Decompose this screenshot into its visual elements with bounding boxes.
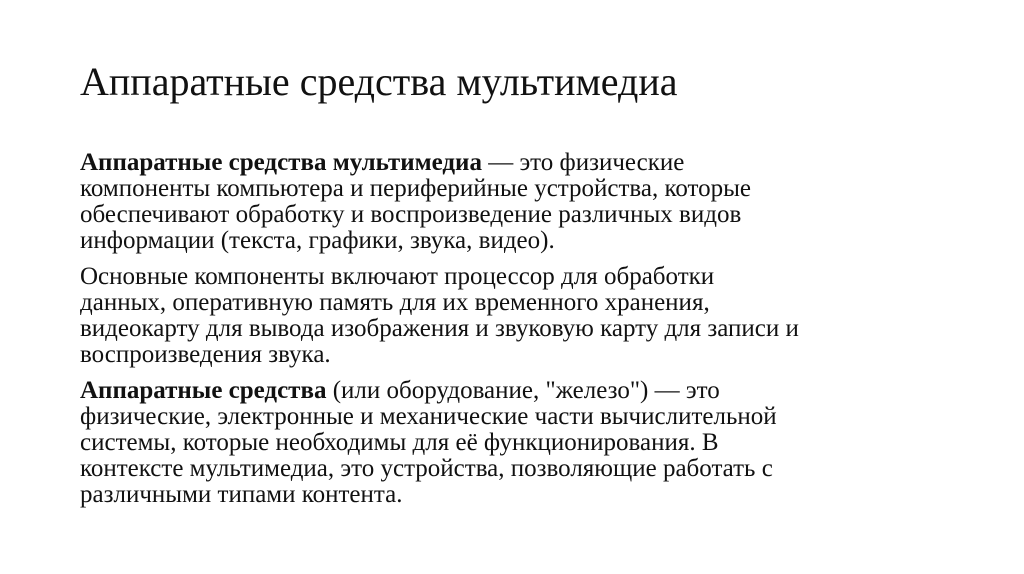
text-line: видеокарту для вывода изображения и звуковую карту для записи и (80, 315, 799, 342)
text-line (80, 150, 980, 176)
text-line: контексте мультимедиа, это устройства, позволяющие работать с (80, 455, 773, 482)
text-line (80, 378, 980, 404)
text-line: информации (текста, графики, звука, видео). (80, 227, 555, 254)
bold-term: Аппаратные средства мультимедиа (80, 149, 482, 176)
paragraph-components (80, 264, 980, 368)
text-line: данных, оперативную память для их временного хранения, (80, 289, 710, 316)
text-line: компоненты компьютера и периферийные устройства, которые (80, 175, 752, 202)
text-line: физические, электронные и механические части вычислительной (80, 403, 777, 430)
slide-body (80, 150, 980, 518)
text-line: Основные компоненты включают процессор для обработки (80, 263, 715, 290)
text-fragment: (или оборудование, "железо") — это (326, 377, 720, 404)
text-fragment: — это физические (481, 149, 685, 176)
bold-term: Аппаратные средства (80, 377, 327, 404)
slide-title: Аппаратные средства мультимедиа (80, 59, 678, 104)
paragraph-definition (80, 150, 980, 254)
text-line: обеспечивают обработку и воспроизведение различных видов (80, 201, 742, 228)
text-line: воспроизведения звука. (80, 341, 331, 368)
paragraph-hardware (80, 378, 980, 508)
text-line: различными типами контента. (80, 481, 403, 508)
text-line: системы, которые необходимы для её функционирования. В (80, 429, 719, 456)
